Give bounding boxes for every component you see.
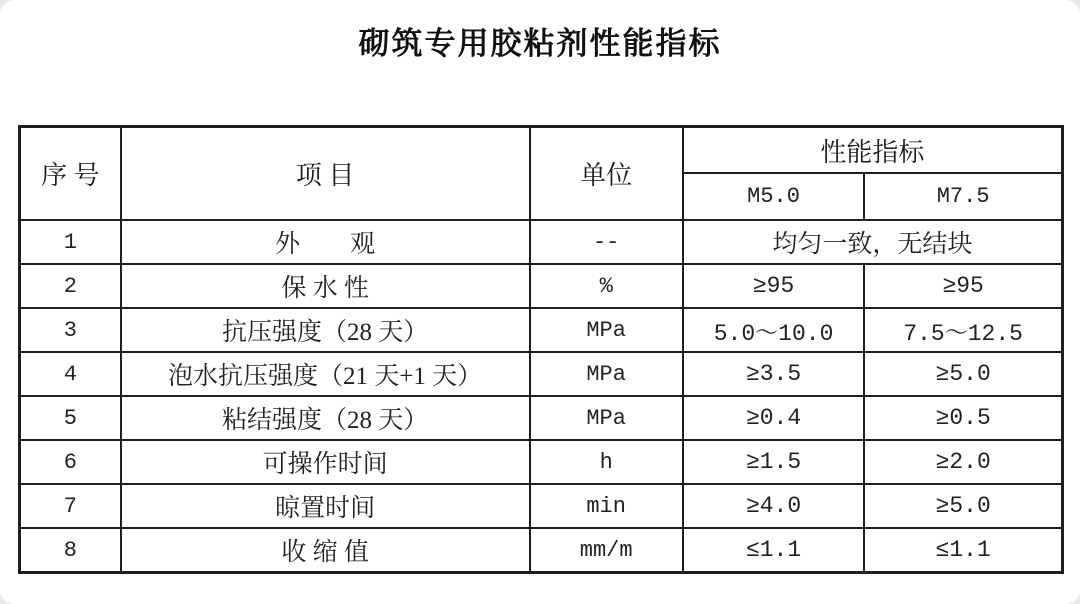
cell-item: 粘结强度（28 天） [121,396,530,440]
cell-unit: mm/m [530,528,683,573]
cell-unit: % [530,264,683,308]
header-unit: 单位 [530,127,683,221]
table-row [20,440,1063,484]
header-row-group [20,127,1063,174]
cell-m50-value: ≥3.5 [683,352,864,396]
header-item: 项 目 [121,127,530,221]
cell-item: 晾置时间 [121,484,530,528]
cell-serial: 2 [20,264,121,308]
cell-unit: MPa [530,396,683,440]
cell-serial: 4 [20,352,121,396]
table-row [20,308,1063,352]
cell-m50-value: ≥95 [683,264,864,308]
cell-m75-value: ≥5.0 [864,484,1062,528]
table-row [20,352,1063,396]
cell-serial: 7 [20,484,121,528]
cell-unit: -- [530,220,683,264]
cell-serial: 8 [20,528,121,573]
cell-unit: MPa [530,308,683,352]
cell-m50-value: ≤1.1 [683,528,864,573]
cell-item: 泡水抗压强度（21 天+1 天） [121,352,530,396]
cell-m50-value: ≥4.0 [683,484,864,528]
cell-m75-value: ≥95 [864,264,1062,308]
cell-item: 可操作时间 [121,440,530,484]
page-title: 砌筑专用胶粘剂性能指标 [358,26,722,61]
cell-serial: 5 [20,396,121,440]
table-row [20,220,1063,264]
cell-unit: h [530,440,683,484]
header-grade-m75: M7.5 [864,173,1062,220]
cell-unit: min [530,484,683,528]
cell-merged-value: 均匀一致，无结块 [683,220,1063,264]
cell-m75-value: ≥5.0 [864,352,1062,396]
performance-spec-table [18,125,1064,574]
cell-m75-value: ≥2.0 [864,440,1062,484]
cell-item: 保 水 性 [121,264,530,308]
cell-m75-value: 7.5～12.5 [864,308,1062,352]
cell-serial: 1 [20,220,121,264]
cell-m50-value: 5.0～10.0 [683,308,864,352]
cell-m50-value: ≥0.4 [683,396,864,440]
cell-item: 收 缩 值 [121,528,530,573]
header-grade-m50: M5.0 [683,173,864,220]
cell-item: 抗压强度（28 天） [121,308,530,352]
cell-unit: MPa [530,352,683,396]
table-row [20,264,1063,308]
cell-m75-value: ≤1.1 [864,528,1062,573]
table-row [20,484,1063,528]
header-performance-index: 性能指标 [683,127,1063,174]
table-row [20,396,1063,440]
header-serial-number: 序 号 [20,127,121,221]
cell-serial: 6 [20,440,121,484]
cell-item: 外 观 [121,220,530,264]
cell-serial: 3 [20,308,121,352]
cell-m75-value: ≥0.5 [864,396,1062,440]
table-body [20,220,1063,573]
table-row [20,528,1063,573]
table-header [20,127,1063,221]
cell-m50-value: ≥1.5 [683,440,864,484]
